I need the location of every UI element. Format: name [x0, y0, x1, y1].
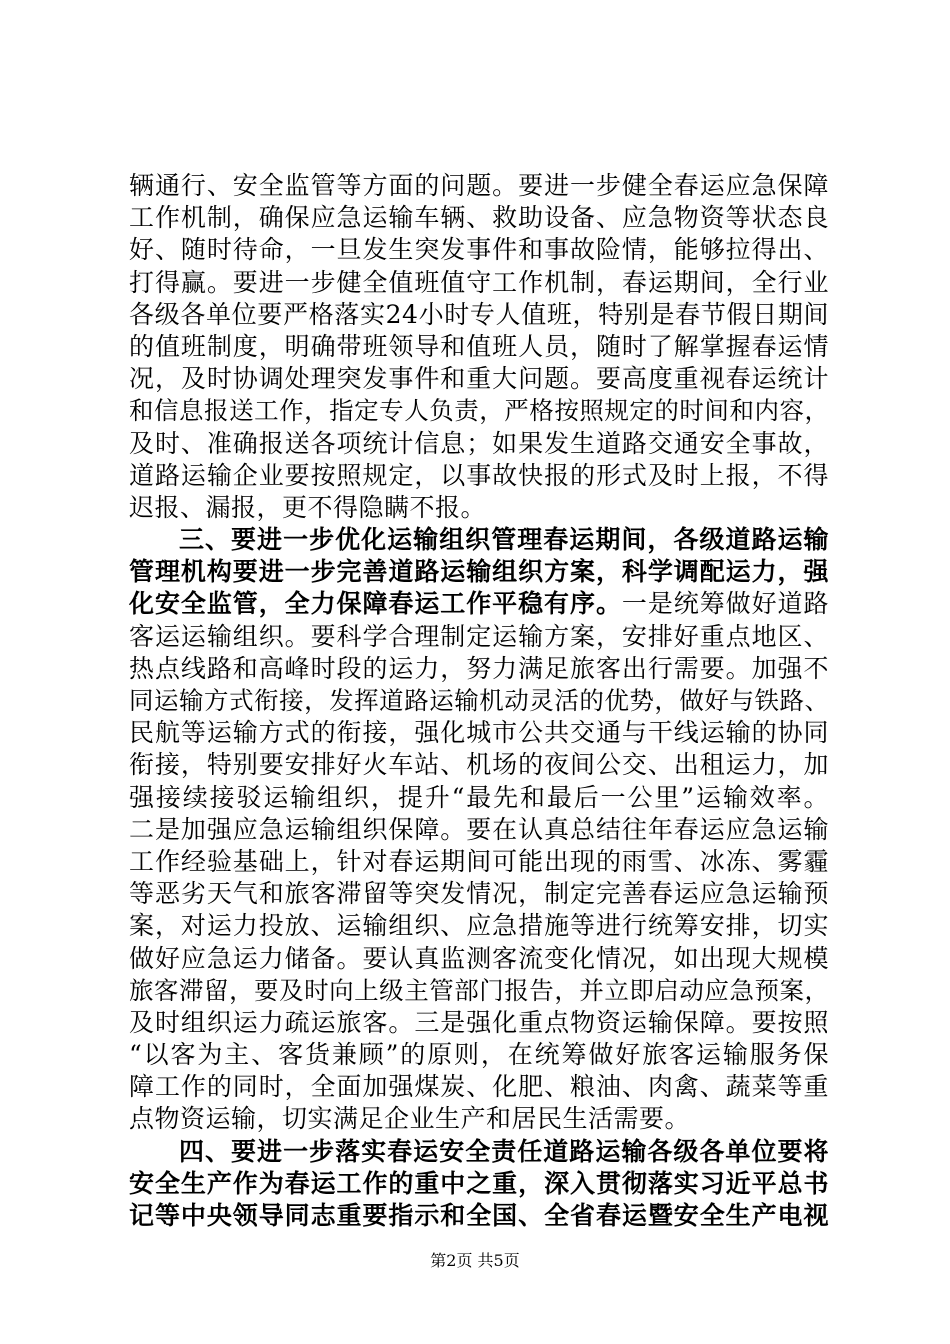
text-line: 衔接，特别要安排好火车站、机场的夜间公交、出租运力，加	[129, 750, 829, 780]
text-line: 及时组织运力疏运旅客。三是强化重点物资运输保障。要按照	[129, 1007, 829, 1037]
text-line: 和信息报送工作，指定专人负责，严格按照规定的时间和内容，	[129, 396, 829, 426]
text-line: 障工作的同时，全面加强煤炭、化肥、粮油、肉禽、蔬菜等重	[129, 1072, 829, 1102]
text-line: 旅客滞留，要及时向上级主管部门报告，并立即启动应急预案，	[129, 975, 829, 1005]
text-line: 道路运输企业要按照规定，以事故快报的形式及时上报，不得	[129, 460, 829, 490]
text-line-normal-part: 一是统筹做好道路	[621, 589, 829, 619]
text-line: 好、随时待命，一旦发生突发事件和事故险情，能够拉得出、	[129, 235, 829, 265]
body-text	[129, 170, 829, 1232]
text-line: “以客为主、客货兼顾”的原则，在统筹做好旅客运输服务保	[129, 1040, 829, 1070]
text-line: 各级各单位要严格落实24小时专人值班，特别是春节假日期间	[129, 299, 829, 329]
text-line: 等恶劣天气和旅客滞留等突发情况，制定完善春运应急运输预	[129, 879, 829, 909]
text-line: 打得赢。要进一步健全值班值守工作机制，春运期间，全行业	[129, 267, 829, 297]
text-line: 记等中央领导同志重要指示和全国、全省春运暨安全生产电视	[129, 1201, 829, 1230]
text-line: 工作机制，确保应急运输车辆、救助设备、应急物资等状态良	[129, 203, 829, 233]
text-line: 工作经验基础上，针对春运期间可能出现的雨雪、冰冻、雾霾	[129, 846, 829, 876]
text-line: 的值班制度，明确带班领导和值班人员，随时了解掌握春运情	[129, 331, 829, 361]
text-line: 及时、准确报送各项统计信息；如果发生道路交通安全事故，	[129, 428, 829, 458]
text-line: 点物资运输，切实满足企业生产和居民生活需要。	[129, 1104, 691, 1134]
text-line: 二是加强应急运输组织保障。要在认真总结往年春运应急运输	[129, 814, 829, 844]
text-line: 况，及时协调处理突发事件和重大问题。要高度重视春运统计	[129, 364, 829, 394]
text-line: 民航等运输方式的衔接，强化城市公共交通与干线运输的协同	[129, 718, 829, 748]
text-line: 四、要进一步落实春运安全责任道路运输各级各单位要将	[179, 1136, 829, 1166]
page-footer: 第2页 共5页	[430, 1251, 520, 1270]
text-line: 强接续接驳运输组织，提升“最先和最后一公里”运输效率。	[129, 782, 829, 812]
text-line: 三、要进一步优化运输组织管理春运期间，各级道路运输	[179, 525, 829, 555]
text-line-bold-part: 化安全监管，全力保障春运工作平稳有序。	[129, 589, 622, 619]
text-line: 做好应急运力储备。要认真监测客流变化情况，如出现大规模	[129, 943, 829, 973]
text-line: 管理机构要进一步完善道路运输组织方案，科学调配运力，强	[129, 557, 829, 587]
text-line: 案，对运力投放、运输组织、应急措施等进行统筹安排，切实	[129, 911, 829, 941]
text-line: 热点线路和高峰时段的运力，努力满足旅客出行需要。加强不	[129, 653, 829, 683]
text-line: 安全生产作为春运工作的重中之重，深入贯彻落实习近平总书	[129, 1168, 829, 1198]
text-line: 客运运输组织。要科学合理制定运输方案，安排好重点地区、	[129, 621, 829, 651]
text-line: 迟报、漏报，更不得隐瞒不报。	[129, 492, 487, 522]
text-line	[129, 588, 829, 620]
text-line: 辆通行、安全监管等方面的问题。要进一步健全春运应急保障	[129, 171, 829, 200]
text-line: 同运输方式衔接，发挥道路运输机动灵活的优势，做好与铁路、	[129, 686, 829, 715]
